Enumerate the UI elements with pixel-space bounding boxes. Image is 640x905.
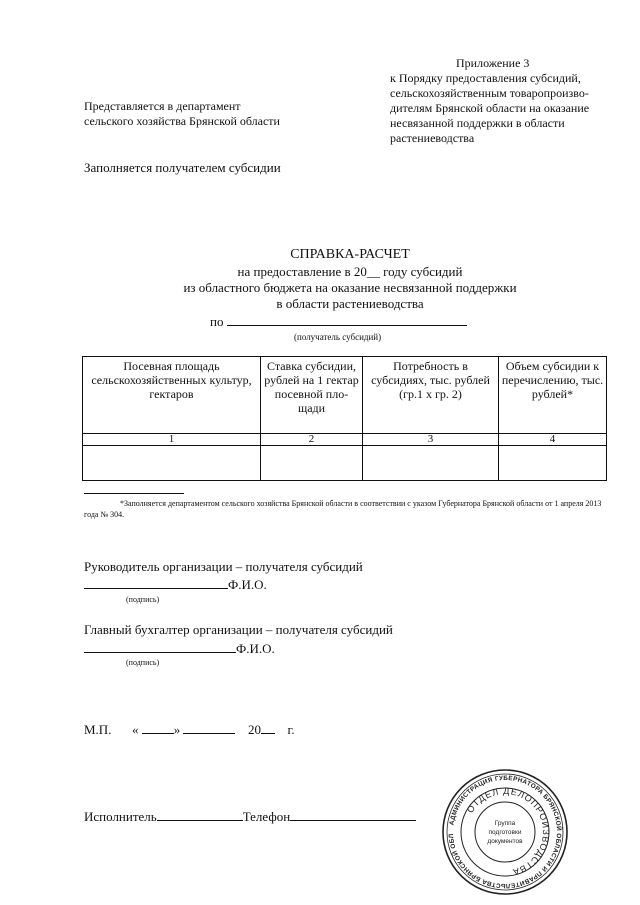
table-header-cell: Посевная площадь сельскохозяйственных культур, гектаров — [83, 357, 261, 434]
head-of-org-title: Руководитель организации – получателя субсидий — [84, 559, 363, 574]
accountant-fio-label: Ф.И.О. — [236, 641, 275, 656]
column-number: 3 — [363, 434, 499, 446]
document-title-block — [100, 246, 600, 312]
year-field[interactable] — [261, 721, 275, 734]
official-stamp — [440, 767, 570, 897]
table-cell[interactable] — [261, 446, 363, 481]
open-quote: « — [131, 722, 139, 737]
head-of-org-signature-row — [84, 576, 267, 593]
seal-place-label: М.П. — [84, 722, 112, 737]
day-field[interactable] — [142, 721, 174, 734]
table-number-row — [83, 434, 607, 446]
appendix-line: сельскохозяйственным товаропроизво- — [390, 86, 589, 100]
table-header-cell: Потребность в субсидиях, тыс. рублей (гр.1 х гр. 2) — [363, 357, 499, 434]
table-row — [83, 446, 607, 481]
recipient-field[interactable] — [227, 313, 467, 326]
year-prefix: 20 — [247, 722, 261, 737]
stamp-outer-text: АДМИНИСТРАЦИЯ ГУБЕРНАТОРА БРЯНСКОЙ ОБЛАСТИ И ПРАВИТЕЛЬСТВА БРЯНСКОЙ ОБЛ — [447, 774, 563, 890]
appendix-title: Приложение 3 — [456, 56, 530, 70]
column-number: 2 — [261, 434, 363, 446]
chief-accountant-signature-row — [84, 640, 275, 657]
stamp-center-line: подготовки — [488, 829, 522, 836]
head-signature-caption: (подпись) — [126, 595, 160, 604]
document-subtitle-line: на предоставление в 20__ году субсидий — [237, 264, 463, 279]
executor-label: Исполнитель — [84, 809, 157, 824]
phone-label: Телефон — [242, 809, 291, 824]
stamp-svg — [440, 767, 570, 897]
table-cell[interactable] — [499, 446, 607, 481]
month-field[interactable] — [183, 721, 235, 734]
document-subtitle-line: в области растениеводства — [276, 296, 424, 311]
appendix-block — [390, 56, 605, 146]
head-fio-label: Ф.И.О. — [228, 577, 267, 592]
recipient-caption: (получатель субсидий) — [294, 332, 382, 342]
chief-accountant-title: Главный бухгалтер организации – получателя субсидий — [84, 622, 393, 637]
filled-by-note: Заполняется получателем субсидии — [84, 160, 281, 175]
footnote: *Заполняется департаментом сельского хозяйства Брянской области в соответствии с указом Губернатора Брянской области от 1 апреля 2013 года № 304. — [84, 499, 602, 519]
executor-row — [84, 808, 416, 825]
executor-field[interactable] — [157, 808, 243, 821]
stamp-center-line: документов — [487, 838, 523, 845]
date-line — [84, 721, 295, 738]
calculation-table — [82, 356, 607, 481]
document-title: СПРАВКА-РАСЧЕТ — [290, 247, 410, 262]
stamp-center-line: Группа — [494, 820, 516, 827]
table-header-row — [83, 357, 607, 434]
appendix-line: дителям Брянской области на оказание — [390, 101, 590, 115]
phone-field[interactable] — [290, 808, 416, 821]
table-header-cell: Объем субсидии к перечислению, тыс. рублей* — [499, 357, 607, 434]
appendix-line: растениеводства — [390, 131, 475, 145]
appendix-line: к Порядку предоставления субсидий, — [390, 71, 581, 85]
accountant-signature-caption: (подпись) — [126, 658, 160, 667]
table-cell[interactable] — [83, 446, 261, 481]
recipient-prefix: по — [210, 314, 224, 329]
accountant-signature-field[interactable] — [84, 640, 236, 653]
recipient-line — [210, 313, 467, 330]
footnote-rule — [84, 493, 184, 494]
stamp-inner-text: ОТДЕЛ ДЕЛОПРОИЗВОДСТВА — [464, 785, 552, 878]
submitted-to-line: сельского хозяйства Брянской области — [84, 114, 280, 128]
submitted-to-block — [84, 99, 344, 129]
appendix-line: несвязанной поддержки в области — [390, 116, 565, 130]
head-signature-field[interactable] — [84, 576, 228, 589]
table-header-cell: Ставка субсидии, рублей на 1 гектар посевной пло-щади — [261, 357, 363, 434]
table-cell[interactable] — [363, 446, 499, 481]
document-subtitle-line: из областного бюджета на оказание несвязанной поддержки — [183, 280, 517, 295]
column-number: 4 — [499, 434, 607, 446]
year-suffix: г. — [287, 722, 295, 737]
submitted-to-line: Представляется в департамент — [84, 99, 241, 113]
column-number: 1 — [83, 434, 261, 446]
close-quote: » — [173, 722, 181, 737]
calculation-table-wrap — [82, 356, 607, 481]
